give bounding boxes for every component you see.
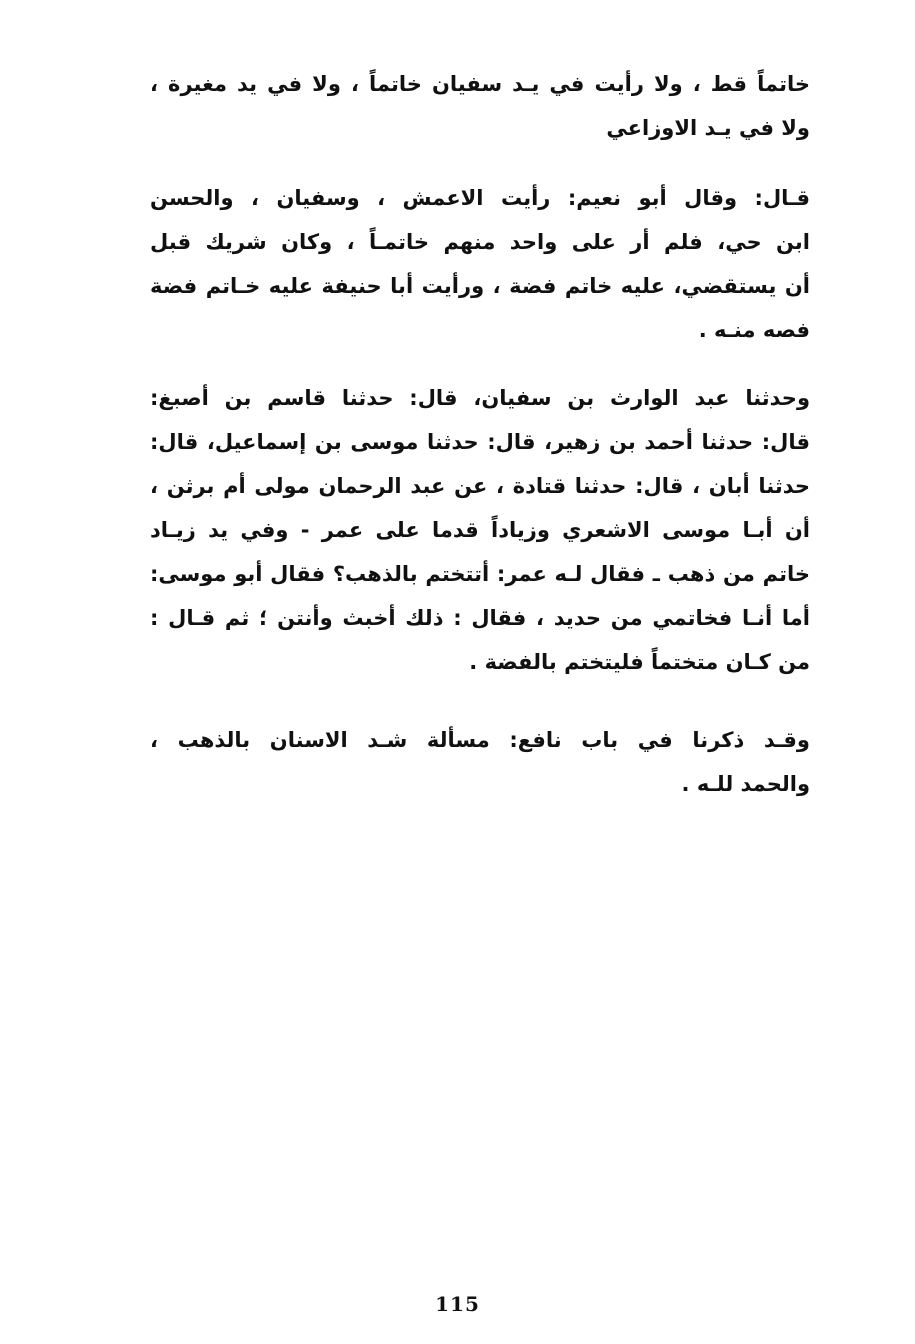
paragraph-3 xyxy=(150,376,810,684)
text-line: وحدثنا عبد الوارث بن سفيان، قال: حدثنا قاسم بن أصبغ: xyxy=(150,386,810,410)
text-line: أن يستقضي، عليه خاتم فضة ، ورأيت أبا حنيفة عليه خـاتم فضة xyxy=(150,274,810,298)
text-line: ابن حي، فلم أر على واحد منهم خاتمـاً ، وكان شريك قبل xyxy=(150,230,810,254)
text-line: أما أنـا فخاتمي من حديد ، فقال : ذلك أخبث وأنتن ؛ ثم قـال : xyxy=(150,606,810,630)
text-line: قال: حدثنا أحمد بن زهير، قال: حدثنا موسى بن إسماعيل، قال: xyxy=(150,430,810,454)
text-line: خاتم من ذهب ـ فقال لـه عمر: أتتختم بالذهب؟ فقال أبو موسى: xyxy=(150,562,810,586)
paragraph-2 xyxy=(150,176,810,352)
text-line: أن أبـا موسى الاشعري وزياداً قدما على عمر - وفي يد زيـاد xyxy=(150,518,810,542)
text-line: وقـد ذكرنا في باب نافع: مسألة شـد الاسنان بالذهب ، xyxy=(150,728,810,752)
paragraph-1 xyxy=(150,62,810,150)
text-line: حدثنا أبان ، قال: حدثنا قتادة ، عن عبد الرحمان مولى أم برثن ، xyxy=(150,474,810,498)
text-line: خاتماً قط ، ولا رأيت في يـد سفيان خاتماً ، ولا في يد مغيرة ، xyxy=(150,72,810,96)
text-line: ولا في يـد الاوزاعي xyxy=(606,116,810,140)
text-line: فصه منـه . xyxy=(698,318,810,342)
paragraph-4 xyxy=(150,718,810,806)
page-number: 115 xyxy=(435,1292,480,1316)
text-line: والحمد للـه . xyxy=(681,772,810,796)
text-line: قـال: وقال أبو نعيم: رأيت الاعمش ، وسفيان ، والحسن xyxy=(150,186,810,210)
text-line: من كـان متختماً فليتختم بالفضة . xyxy=(469,650,810,674)
